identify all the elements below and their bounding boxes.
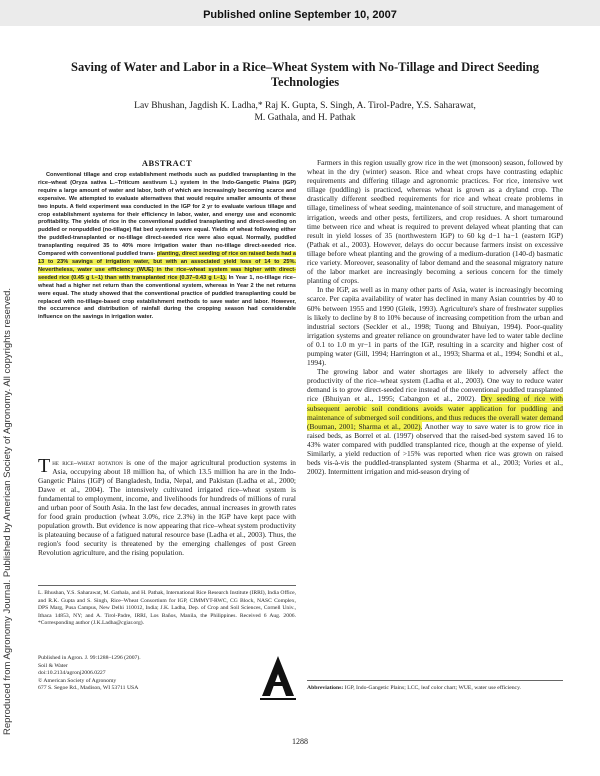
author-affiliations-footnote: L. Bhushan, Y.S. Saharawat, M. Gathala, and H. Pathak, International Rice Research Institute (IRRI), India Office, and R.K. Gupta and S. Singh, Rice–Wheat Consortium for IGP, CIMMYT-RWC, CG Block, NASC Complex, DPS Marg, Pusa Campus, New Delhi 110012, India; J.K. Ladha, Dep. of Crop and Soil Sciences, Cornell Univ., Ithaca 14853, NY; and A. Tirol-Padre, IRRI, Los Baños, Manila, the Philippines. Received 6 Aug. 2006. *Corresponding author (J.K.Ladha@cgiar.org).: [38, 590, 296, 627]
intro-lead: he rice–wheat rotation: [52, 458, 123, 467]
pubinfo-address: 677 S. Segoe Rd., Madison, WI 53711 USA: [38, 685, 139, 692]
introduction: [38, 455, 296, 557]
abbreviations-text: IGP, Indo-Gangetic Plains; LCC, leaf color chart; WUE, water use efficiency.: [343, 685, 521, 691]
abstract-highlight: planting, direct seeding of rice on raised beds had a 13 to 23% savings of irrigation water, but with an associated yield loss of 14 to 25%. Nevertheless, water use efficiency (WUE) in the rice–wheat system was higher with direct-seeded rice (0.45 g l.−1) than with transplanted rice (0.37–0.43 g l.−1).: [38, 251, 296, 281]
footnote-divider: [38, 585, 296, 586]
paragraph-3-start: The growing labor and water shortages are likely to adversely affect the productivity of the rice–wheat system (Ladha et al., 2003). One way to reduce water demand is to grow direct-seeded rice instead of the conventional puddled transplanted rice (Bhuiyan et al., 1995; Cabangon et al., 2002).: [307, 367, 563, 404]
abstract-heading: ABSTRACT: [141, 158, 193, 168]
abstract-body: [38, 172, 296, 322]
abbreviations: [307, 685, 563, 693]
article-title: Saving of Water and Labor in a Rice–Wheat System with No-Tillage and Direct Seeding Technologies: [71, 60, 539, 89]
page-number: 1288: [292, 737, 308, 746]
society-logo-icon: [258, 652, 298, 702]
pubinfo-copyright: © American Society of Agronomy: [38, 677, 117, 684]
author-line-2: M. Gathala, and H. Pathak: [254, 113, 356, 123]
author-list: [70, 100, 540, 124]
paragraph-3-end: Another way to save water is to grow rice in raised beds, as Borrel et al. (1997) observed that the raised-bed system saved 16 to 43% water compared with puddled transplanted rice, though at the expense of yield. Similarly, a yield reduction of >15% was reported when rice was grown on raised beds vis-à-vis the puddled-transplanted system (Sharma et al., 2003; Vories et al., 2002). Intermittent irrigation and mid-season drying of: [307, 421, 563, 477]
paragraph-labor-water: [307, 367, 563, 476]
author-line-1: Lav Bhushan, Jagdish K. Ladha,* Raj K. Gupta, S. Singh, A. Tirol-Padre, Y.S. Saharawat,: [134, 101, 476, 111]
publication-info: [38, 655, 218, 693]
header-bar: [0, 0, 600, 26]
abbreviations-label: Abbreviations:: [307, 685, 344, 691]
intro-text: is one of the major agricultural production systems in Asia, occupying about 18 million ha, of which 13.5 million ha are in the Indo-Gangetic Plains (IGP) of Bangladesh, India, Nepal, and Pakistan (Ladha et al., 2000; Dawe et al., 2004). The intensively cultivated irrigated rice–wheat system is fundamental to employment, income, and livelihoods for hundreds of millions of rural and urban poor of South Asia. In the last few decades, annual increases in growth rates for food grain production (wheat 3.0%, rice 2.3%) in the IGP have kept pace with population growth. But evidence is now appearing that rice–wheat system productivity is plateauing because of a fatigued natural resource base (Ladha et al., 2003). Thus, the region's food security is threatened by the emerging challenges of post Green Revolution agriculture, and the rising population.: [38, 458, 296, 557]
abstract-text-2: In Year 1, no-tillage rice–wheat had a higher net return than the conventional system, whereas in Year 2 the net returns were equal. The study showed that the conventional practice of puddled transplanting could be replaced with no-tillage-based crop establishment methods to save water and labor. However, the occurrence and distribution of rainfall during the cropping season had considerable influence on the savings in irrigation water.: [38, 274, 296, 321]
published-online-date: Published online September 10, 2007: [203, 9, 397, 21]
body-right-column: [307, 158, 563, 476]
abstract-text-1: Conventional tillage and crop establishment methods such as puddled transplanting in the rice–wheat (Oryza sativa L.–Triticum aestivum L.) system in the Indo-Gangetic Plains (IGP) require a large amount of water and labor, both of which are increasingly becoming scarce and expensive. We attempted to evaluate alternatives that would require smaller amounts of these two inputs. A field experiment was conducted in the IGP for 2 yr to evaluate various tillage and crop establishment systems for their efficiency in labor, water, and energy use and economic profitability. The yields of rice in the conventional puddled transplanting and direct-seeding on puddled or nonpuddled (no-tillage) flat bed systems were equal. Yields of wheat following either the puddled-transplanted or no-tillage direct-seeded rice were also equal. Normally, puddled transplanting required 35 to 40% more irrigation water than no-tillage direct-seeded rice. Compared with conventional puddled trans-: [38, 172, 296, 258]
pubinfo-citation: Published in Agron. J. 99:1288–1296 (2007).: [38, 655, 141, 661]
body-highlight: Dry seeding of rice with subsequent aerobic soil conditions avoids water application for puddling and maintenance of submerged soil conditions, and thus reduces the overall water demand (Bouman, 2001; Sharma et al., 2002).: [307, 394, 563, 431]
drop-cap: T: [38, 455, 51, 477]
pubinfo-section: Soil & Water: [38, 662, 68, 669]
pubinfo-doi: doi:10.2134/agronj2006.0227: [38, 670, 106, 677]
copyright-sidebar: Reproduced from Agronomy Journal. Published by American Society of Agronomy. All copyrights reserved.: [2, 287, 13, 735]
abbreviations-divider: [307, 680, 563, 681]
paragraph-farmers: Farmers in this region usually grow rice in the wet (monsoon) season, followed by wheat in the dry (winter) season. Rice and wheat crops have contrasting edaphic requirements and differing tillage and agronomic practices. For rice, intensive wet tillage (puddling) is practiced, whereas wheat is grown as a dryland crop. The drastically different seedbed requirements for rice and wheat create problems in tillage, timeliness of wheat seeding, maintenance of soil structure, and management of irrigation, weeds and other pests, fertilizers, and crop residues. A short turnaround time between rice and wheat is required to prevent delayed wheat planting that can result in yield losses of 35 (northwestern IGP) to 60 kg d−1 ha−1 (eastern IGP) (Pathak et al., 2003). However, delays do occur because farmers insist on excessive tillage before wheat planting and the growing of a medium-duration (140-d) basmatic rice variety. Moreover, seasonality of labor demand and the seasonal migratory nature of the labor market are increasingly becoming a serious concern for the timely planting of crops.: [307, 158, 563, 286]
paragraph-water-scarcity: In the IGP, as well as in many other parts of Asia, water is increasingly becoming scarce. Per capita availability of water has declined in many Asian countries by 40 to 60% between 1955 and 1990 (Gleik, 1993). Agriculture's share of freshwater supplies is likely to decline by 8 to 10% because of increasing competition from the urban and industrial sectors (Seckler et al., 1998; Tuong and Bhuiyan, 1994). Poor-quality irrigation systems and greater reliance on groundwater have led to water table decline of 0.1 to 1.0 m yr−1 in parts of the IGP, resulting in a scarcity and higher cost of pumping water (Gill, 1994; Harrington et al., 1993; Sharma et al., 1994; Sondhi et al., 1994).: [307, 285, 563, 368]
